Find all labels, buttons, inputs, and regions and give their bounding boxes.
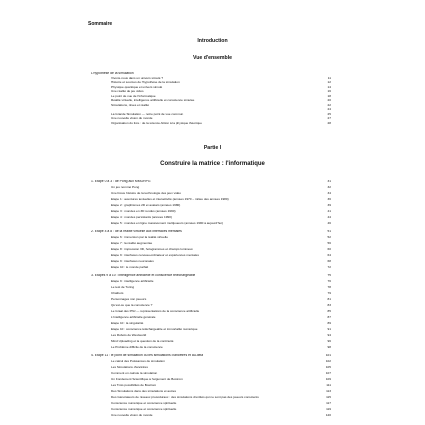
toc-page-number: 115	[326, 396, 331, 399]
toc-page-number: 109	[325, 378, 331, 381]
toc-page-number: 98	[327, 346, 331, 349]
toc-entry[interactable]: Étape 2 : graphismes 2D et avatars (années 1980)	[111, 204, 181, 207]
part-title: Construire la matrice : l'informatique	[160, 161, 265, 167]
toc-entry[interactable]: Étape 1 : aventures textuelles et interactivité (années 1970 – milieu des années 1980)	[111, 198, 229, 201]
page-title: Sommaire	[88, 21, 113, 27]
toc-page-number: 89	[327, 322, 331, 325]
toc-page-number: 22	[327, 103, 331, 107]
toc-entry[interactable]: Les Robots de Westworld	[111, 334, 147, 337]
toc-entry[interactable]: Étape 4 : mondes persistants (années 1990)	[111, 216, 172, 219]
toc-entry[interactable]: Étape 3 : mondes en 3D rendus (années 1990)	[111, 210, 176, 213]
toc-entry[interactable]: Une brève histoire de la technologie des jeux vidéo	[111, 192, 181, 195]
toc-page-number: 94	[327, 334, 331, 337]
toc-entry[interactable]: L'intelligence artificielle générale	[111, 316, 156, 319]
toc-page-number: 68	[327, 260, 331, 263]
toc-entry[interactable]	[111, 108, 311, 112]
toc-entry[interactable]: Le calcul des Puissances de simulation	[111, 360, 165, 363]
toc-page-number: 102	[325, 360, 331, 363]
toc-entry[interactable]: Physique quantique et univers simulé	[111, 85, 163, 89]
toc-page-number: 79	[327, 292, 331, 295]
toc-page-number: 44	[327, 216, 331, 219]
toc-entry[interactable]: Étape 9 : intelligence artificielle	[111, 280, 154, 283]
toc-entry[interactable]: Le test de Turing	[111, 286, 135, 289]
toc-entry[interactable]: Les Simulations d'ancêtres	[111, 366, 148, 369]
toc-entry[interactable]: La Grande Simulation — notre point de vue commun	[111, 112, 184, 116]
toc-entry[interactable]: Les Trois possibilités de Bostrom	[111, 384, 157, 387]
toc-entry[interactable]: Organisation du livre : de la science-fiction à la physique théorique	[111, 121, 202, 125]
toc-page-number: 14	[327, 85, 331, 89]
toc-entry[interactable]: Étape 10 : conscience téléchargeable et immortalité numérique	[111, 328, 198, 331]
toc-entry[interactable]: Un jeu nommé Pong	[111, 186, 140, 189]
toc-page-number: 72	[327, 266, 331, 269]
toc-page-number: 111	[326, 384, 331, 387]
toc-entry[interactable]: Étape 8 : impression 3D, hologrammes et champs lumineux	[111, 248, 193, 251]
toc-page-number: 105	[325, 366, 331, 369]
section-heading-vue-ensemble: Vue d'ensemble	[192, 55, 233, 61]
toc-entry[interactable]: Des Générateurs de niveaux procéduraux : des simulations d'entités qui ne sont pas des joueurs conscients	[111, 396, 259, 399]
toc-page-number: 76	[327, 280, 331, 283]
toc-page-number: 120	[325, 414, 331, 417]
toc-entry[interactable]: Une nouvelle vision du monde	[111, 414, 153, 417]
toc-page-number: 119	[326, 408, 331, 411]
toc-entry[interactable]: Réalité virtuelle, intelligence artificielle et conscience simulée	[111, 99, 195, 102]
toc-page-number: 11	[327, 76, 331, 80]
toc-entry[interactable]: Une réalité de jeu vidéo	[111, 90, 144, 93]
toc-page-number: 117	[326, 402, 331, 405]
toc-page-number: 28	[327, 121, 331, 125]
toc-page-number: 85	[327, 310, 331, 313]
toc-entry[interactable]: Étape 10 : le monde parfait	[111, 266, 149, 269]
toc-chapter-entry[interactable]: L'hypothèse de la simulation	[91, 72, 134, 75]
toc-page-number: 101	[325, 354, 331, 357]
toc-page-number: 96	[327, 340, 331, 343]
toc-chapter-entry[interactable]: 1. Étape 0 à 3 : de Pong aux MMORPG	[91, 180, 151, 183]
toc-page-number: 107	[325, 372, 331, 375]
toc-chapter-entry[interactable]: 2. Étape 4 à 8 : de la réalité virtuelle aux interfaces mentales	[91, 230, 182, 233]
toc-page-number: 34	[327, 192, 331, 195]
toc-page-number: 75	[327, 274, 331, 277]
toc-entry[interactable]: Étape 7 : la réalité augmentée	[111, 242, 153, 245]
toc-entry[interactable]: Étape 9 : interfaces neuronales	[111, 260, 154, 263]
toc-entry[interactable]: Étape 6 : immersion par la réalité virtuelle	[111, 236, 168, 239]
toc-page-number: 18	[327, 94, 331, 98]
toc-page-number: 41	[327, 210, 331, 213]
toc-page-number: 51	[327, 230, 331, 233]
toc-page-number: 83	[327, 304, 331, 307]
toc-entry[interactable]: Étape 9 : interfaces cerveau-ordinateur et expériences mentales	[111, 254, 199, 257]
toc-entry[interactable]: Simulations, rêves et réalité	[111, 103, 150, 107]
toc-entry[interactable]: Le Graal des PNJ — représentations de la conscience artificielle	[111, 310, 200, 313]
toc-page-number: 60	[327, 248, 331, 251]
toc-page-number: 31	[327, 180, 331, 183]
part-heading: Partie I	[203, 145, 222, 151]
toc-chapter-entry[interactable]: 4. Étape 11 : le point de simulation ou les simulations d'ancêtres et au-delà	[91, 354, 204, 357]
toc-entry[interactable]: Conscience numérique et conscience spirituelle	[111, 408, 177, 411]
toc-entry[interactable]: Mind Uploading et la question de la continuité	[111, 340, 174, 343]
toc-page-number: 46	[327, 222, 331, 225]
toc-page-number: 56	[327, 242, 331, 245]
toc-page-number: 20	[327, 99, 331, 102]
toc-page-number: 27	[327, 117, 331, 120]
toc-entry[interactable]: Étape 5 : mondes en ligne massivement multijoueurs (années 1990 à aujourd'hui)	[111, 222, 223, 225]
toc-entry[interactable]: Le Problème difficile de la conscience	[111, 346, 163, 349]
toc-page-number: 78	[327, 286, 331, 289]
toc-page-number: 39	[327, 204, 331, 207]
toc-entry[interactable]: Des Simulations dans des simulations et autres	[111, 390, 177, 393]
toc-entry[interactable]: Le point de vue de l'informatique	[111, 94, 156, 98]
toc-page-number: 91	[327, 328, 331, 331]
toc-entry[interactable]: Un Fondement Scientifique à l'argument de Bostrom	[111, 378, 183, 381]
toc-page-number: 24	[327, 108, 331, 111]
toc-page-number: 16	[327, 90, 331, 93]
toc-page-number: 12	[327, 81, 331, 84]
toc-chapter-entry[interactable]: 3. Étapes 9 à 10 : intelligence artificielle et conscience téléchargeable	[91, 274, 196, 277]
toc-entry[interactable]: Histoire et sources de l'hypothèse de la simulation	[111, 81, 180, 84]
toc-page-number: 81	[327, 298, 331, 301]
section-heading-introduction: Introduction	[197, 38, 228, 44]
toc-page-number: 52	[327, 236, 331, 239]
toc-entry[interactable]: Une nouvelle vision du monde	[111, 117, 153, 120]
toc-entry[interactable]: Personnages non joueurs	[111, 298, 147, 301]
toc-page-number: 113	[326, 390, 331, 393]
toc-entry[interactable]: Conscience numérique et conscience spirituelle	[111, 402, 177, 405]
toc-entry[interactable]: Comment on calcule la simulation	[111, 372, 158, 375]
toc-entry[interactable]: Vivons-nous dans un univers simulé ?	[111, 76, 164, 80]
toc-entry[interactable]: Qu'est-ce que la conscience ?	[111, 304, 153, 307]
toc-page-number: 36	[327, 198, 331, 201]
toc-page-number: 32	[327, 186, 331, 189]
toc-page-number: 25	[327, 112, 331, 116]
toc-entry[interactable]: Étape 10 : la singularité	[111, 322, 144, 325]
toc-entry[interactable]: Chatbots	[111, 292, 124, 295]
toc-page-number: 87	[327, 316, 331, 319]
toc-page-number: 64	[327, 254, 331, 257]
